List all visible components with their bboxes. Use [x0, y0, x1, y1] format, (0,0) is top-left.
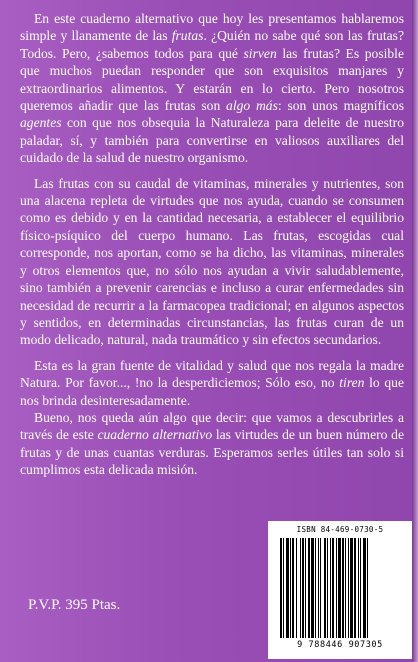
- text-run: Bueno, nos queda aún algo que decir: que vamos a descubrirles a través de este: [20, 409, 404, 443]
- italic-phrase: sirven: [243, 45, 277, 61]
- text-run: las frutas? Es posible que muchos puedan responder que son exquisitos manjares y extraordinarios alimentos. Y estarán en lo cierto. Pero nosotros queremos añadir que las frutas son: [20, 45, 404, 114]
- text-run: : son unos magníficos: [277, 98, 404, 114]
- barcode-bar: [367, 538, 368, 638]
- barcode-bar: [300, 538, 301, 638]
- paragraph-2: [20, 175, 404, 349]
- barcode-bar: [358, 538, 359, 638]
- text-run: . ¿Quién no sabe qué son las frutas? Todos. Pero, ¿sabemos todos para qué: [20, 28, 404, 61]
- paragraph-4: [20, 409, 404, 479]
- text-run: con que nos obsequia la Naturaleza para deleite de nuestro paladar, sí, y también para convertirse en valiosos auxiliares del cuidado de la salud de nuestro organismo.: [20, 115, 404, 166]
- isbn-number: ISBN 84-469-0730-5: [296, 525, 384, 534]
- barcode-bar: [336, 538, 337, 638]
- barcode-bar: [327, 538, 328, 638]
- barcode-bar: [348, 538, 349, 638]
- italic-phrase: agentes: [20, 115, 62, 131]
- ean-number: 9 788446 907305: [297, 640, 383, 650]
- barcode-bar: [305, 538, 306, 638]
- barcode-bar: [311, 538, 314, 638]
- text-run: las virtudes de un buen número de frutas y de unas cuantas verduras. Esperamos serles útiles tan solo si cumplimos esta delicada misión.: [20, 427, 404, 478]
- barcode-bar: [342, 538, 344, 638]
- paragraph-3: [20, 357, 404, 409]
- barcode-bar: [296, 538, 297, 638]
- barcode-bar: [283, 538, 284, 638]
- barcode-bar: [308, 538, 310, 638]
- barcode-panel: [268, 521, 412, 659]
- barcode-bar: [345, 538, 346, 638]
- italic-phrase: tiren: [339, 375, 365, 391]
- barcode-bar: [338, 538, 341, 638]
- barcode-bar: [354, 538, 356, 638]
- barcode-bar: [332, 538, 334, 638]
- barcode-bar: [360, 538, 361, 638]
- barcode-bar: [302, 538, 304, 638]
- barcode-bar: [315, 538, 316, 638]
- text-run: Esta es la gran fuente de vitalidad y salud que nos regala la madre Natura. Por favor..., !no la desperdiciemos; Sólo eso, no: [20, 357, 404, 391]
- barcode-bar: [363, 538, 366, 638]
- price-label: P.V.P. 395 Ptas.: [28, 597, 121, 613]
- barcode-bar: [324, 538, 326, 638]
- book-spine-edge: [412, 0, 418, 662]
- paragraph-1: [20, 10, 404, 167]
- italic-phrase: cuaderno alternativo: [97, 427, 213, 443]
- barcode-bar: [350, 538, 353, 638]
- barcode-bar: [318, 538, 319, 638]
- barcode-bar: [330, 538, 331, 638]
- barcode-image: [278, 538, 402, 638]
- blurb-text: [20, 10, 404, 487]
- barcode-bar: [280, 538, 282, 638]
- italic-phrase: algo más: [226, 98, 278, 114]
- barcode-bar: [292, 538, 294, 638]
- text-run: lo que nos brinda desinteresadamente.: [20, 375, 405, 408]
- text-run: En este cuaderno alternativo que hoy les presentamos hablaremos simple y llanamente de las: [20, 11, 404, 44]
- text-run: Las frutas con su caudal de vitaminas, minerales y nutrientes, son una alacena repleta de virtudes que nos ayuda, cuando se consumen como es debido y en la cantidad necesaria, a establecer el equilibrio físico-psíquico del cuerpo humano. Las frutas, escogidas cual corresponde, nos aportan, como se ha dicho, las vitaminas, minerales y otros elementos que, no sólo nos ayudan a vivir saludablemente, sino también a prevenir carencias e incluso a curar enfermedades sin necesidad de recurrir a la farmacopea tradicional; en algunos aspectos y sentidos, en determinadas circunstancias, las frutas curan de un modo delicado, natural, nada traumático y sin efectos secundarios.: [20, 175, 404, 348]
- barcode-bar: [290, 538, 291, 638]
- italic-phrase: frutas: [171, 28, 204, 44]
- barcode-bar: [286, 538, 289, 638]
- barcode-bar: [320, 538, 321, 638]
